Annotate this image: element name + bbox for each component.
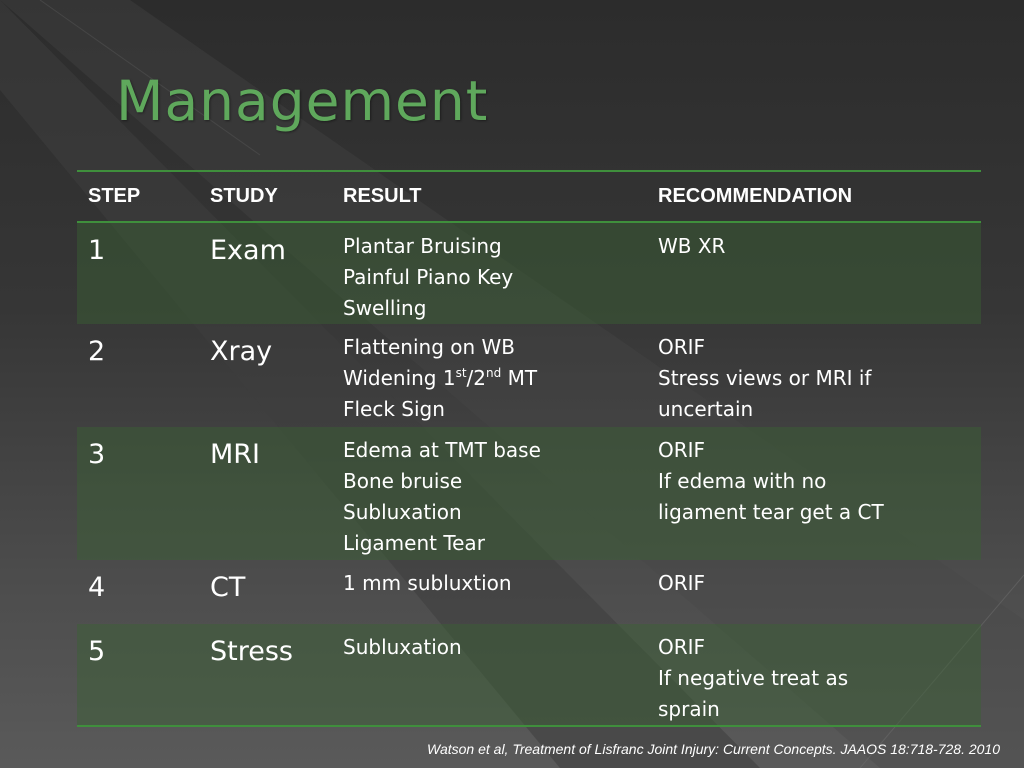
result-line: Fleck Sign xyxy=(343,397,445,421)
result-line: Plantar Bruising xyxy=(343,234,502,258)
result-line: Subluxation xyxy=(343,635,462,659)
step-cell: 4 xyxy=(88,572,106,603)
result-line: Subluxation xyxy=(343,500,462,524)
recommendation-line: ORIF xyxy=(658,335,706,359)
result-line: Edema at TMT base xyxy=(343,438,541,462)
step-cell: 3 xyxy=(77,427,199,560)
result-line: 1 mm subluxtion xyxy=(343,571,512,595)
result-line: Bone bruise xyxy=(343,469,463,493)
step-cell: 5 xyxy=(77,624,199,726)
result-cell xyxy=(332,427,647,560)
header-study: STUDY xyxy=(199,171,332,222)
study-cell: CT xyxy=(210,572,246,603)
recommendation-cell xyxy=(647,324,981,427)
recommendation-cell xyxy=(647,427,981,560)
recommendation-cell xyxy=(647,560,981,624)
recommendation-line: Stress views or MRI if xyxy=(658,366,872,390)
result-line: Flattening on WB xyxy=(343,335,516,359)
recommendation-cell xyxy=(647,624,981,726)
result-cell xyxy=(332,324,647,427)
recommendation-line: sprain xyxy=(658,697,720,721)
slide-title: Management xyxy=(116,69,489,133)
management-table xyxy=(77,170,981,727)
recommendation-line: ORIF xyxy=(658,438,706,462)
result-line-widening: Widening 1st/2nd MT xyxy=(343,366,538,390)
table-row xyxy=(77,324,981,427)
header-step: STEP xyxy=(77,171,199,222)
recommendation-line: ligament tear get a CT xyxy=(658,500,884,524)
recommendation-line: ORIF xyxy=(658,635,706,659)
citation: Watson et al, Treatment of Lisfranc Joint Injury: Current Concepts. JAAOS 18:718-728. 2010 xyxy=(427,741,1000,757)
header-recommendation: RECOMMENDATION xyxy=(647,171,981,222)
study-cell: Exam xyxy=(199,222,332,324)
recommendation-cell xyxy=(647,222,981,324)
study-cell: MRI xyxy=(199,427,332,560)
result-cell xyxy=(332,560,647,624)
step-cell: 2 xyxy=(88,336,106,367)
recommendation-line: uncertain xyxy=(658,397,754,421)
recommendation-line: If edema with no xyxy=(658,469,827,493)
table-row xyxy=(77,560,981,624)
table-header-row xyxy=(77,171,981,222)
study-cell: Stress xyxy=(199,624,332,726)
table-row xyxy=(77,624,981,726)
result-cell xyxy=(332,222,647,324)
step-cell: 1 xyxy=(77,222,199,324)
result-cell xyxy=(332,624,647,726)
recommendation-line: ORIF xyxy=(658,571,706,595)
result-line: Ligament Tear xyxy=(343,531,485,555)
recommendation-line: WB XR xyxy=(658,234,726,258)
study-cell: Xray xyxy=(210,336,273,367)
recommendation-line: If negative treat as xyxy=(658,666,849,690)
table-row xyxy=(77,222,981,324)
result-line: Painful Piano Key xyxy=(343,265,514,289)
table-row xyxy=(77,427,981,560)
header-result: RESULT xyxy=(332,171,647,222)
result-line: Swelling xyxy=(343,296,427,320)
